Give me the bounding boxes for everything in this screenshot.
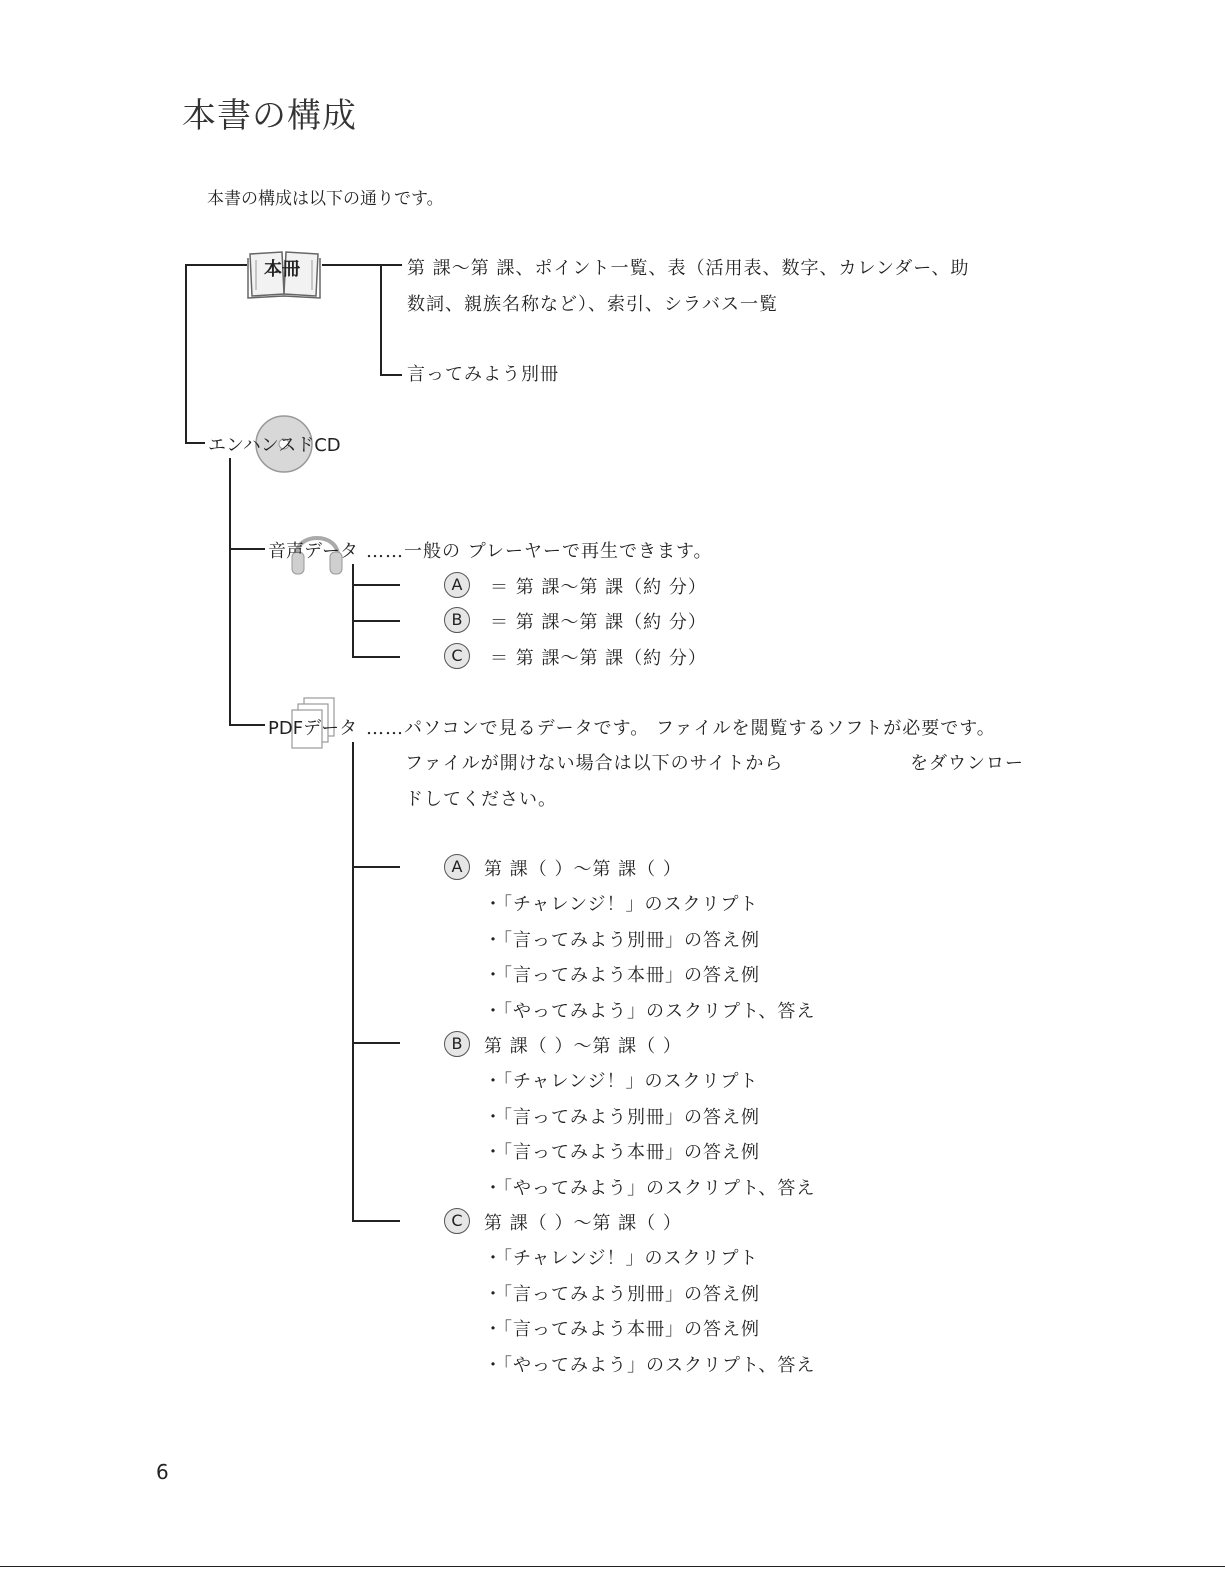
tree-main-vertical [185, 264, 187, 444]
pdf-group-b-item: ・「チャレンジ！」のスクリプト [484, 1071, 759, 1092]
tree-branch-honsatsu-right [322, 264, 402, 266]
audio-label: 音声データ [268, 541, 358, 562]
tree-audio-c [352, 656, 400, 658]
pdf-label: PDFデータ [268, 718, 358, 739]
tree-branch-bessatsu [380, 374, 402, 376]
tree-audio-b [352, 620, 400, 622]
tree-pdf-b [352, 1042, 400, 1044]
pdf-group-c-item: ・「やってみよう」のスクリプト、答え [484, 1355, 816, 1376]
tree-branch-cd [185, 442, 205, 444]
tree-pdf-vertical [352, 742, 354, 1222]
tree-audio-vertical [352, 564, 354, 658]
pdf-group-b-heading: 第 課（ ）～第 課（ ） [484, 1036, 682, 1057]
pdf-group-c-item: ・「言ってみよう別冊」の答え例 [484, 1284, 760, 1305]
audio-mark-c: C [444, 643, 470, 669]
bessatsu-label: 言ってみよう別冊 [407, 364, 559, 385]
tree-branch-pdf [229, 724, 265, 726]
audio-mark-a: A [444, 572, 470, 598]
bottom-rule [0, 1566, 1225, 1567]
tree-pdf-c [352, 1220, 400, 1222]
pdf-mark-c: C [444, 1208, 470, 1234]
pdf-desc-line1: ……パソコンで見るデータです。 ファイルを閲覧するソフトが必要です。 [366, 718, 996, 739]
page-title: 本書の構成 [182, 96, 357, 136]
cd-label: エンハンスドCD [208, 435, 341, 456]
pdf-mark-b: B [444, 1031, 470, 1057]
tree-pdf-a [352, 866, 400, 868]
audio-item-b: ＝ 第 課～第 課（約 分） [490, 612, 707, 633]
honsatsu-desc-line1: 第 課～第 課、ポイント一覧、表（活用表、数字、カレンダー、助 [407, 258, 970, 279]
pdf-group-b-item: ・「言ってみよう本冊」の答え例 [484, 1142, 760, 1163]
tree-branch-honsatsu [185, 264, 247, 266]
audio-mark-b: B [444, 607, 470, 633]
pdf-group-b-item: ・「やってみよう」のスクリプト、答え [484, 1178, 816, 1199]
tree-honsatsu-sub-vertical [380, 264, 382, 376]
pdf-mark-a: A [444, 854, 470, 880]
tree-audio-a [352, 584, 400, 586]
page-number: 6 [156, 1460, 169, 1484]
pdf-desc-line2b: をダウンロー [910, 753, 1024, 774]
honsatsu-desc-line2: 数詞、親族名称など）、索引、シラバス一覧 [407, 294, 778, 315]
pdf-group-a-item: ・「言ってみよう本冊」の答え例 [484, 965, 760, 986]
pdf-group-a-item: ・「チャレンジ！」のスクリプト [484, 894, 759, 915]
audio-item-c: ＝ 第 課～第 課（約 分） [490, 648, 707, 669]
pdf-group-a-item: ・「やってみよう」のスクリプト、答え [484, 1001, 816, 1022]
pdf-group-a-item: ・「言ってみよう別冊」の答え例 [484, 930, 760, 951]
honsatsu-label: 本冊 [264, 259, 300, 280]
pdf-group-b-item: ・「言ってみよう別冊」の答え例 [484, 1107, 760, 1128]
pdf-desc-line2: ファイルが開けない場合は以下のサイトから [405, 753, 784, 774]
pdf-group-c-item: ・「言ってみよう本冊」の答え例 [484, 1319, 760, 1340]
audio-item-a: ＝ 第 課～第 課（約 分） [490, 577, 707, 598]
intro-text: 本書の構成は以下の通りです。 [207, 189, 444, 209]
audio-desc: ……一般の プレーヤーで再生できます。 [366, 541, 713, 562]
pdf-desc-line3: ドしてください。 [405, 789, 557, 810]
pdf-group-a-heading: 第 課（ ）～第 課（ ） [484, 859, 682, 880]
tree-cd-vertical [229, 458, 231, 726]
tree-branch-audio [229, 548, 265, 550]
pdf-group-c-item: ・「チャレンジ！」のスクリプト [484, 1248, 759, 1269]
pdf-group-c-heading: 第 課（ ）～第 課（ ） [484, 1213, 682, 1234]
